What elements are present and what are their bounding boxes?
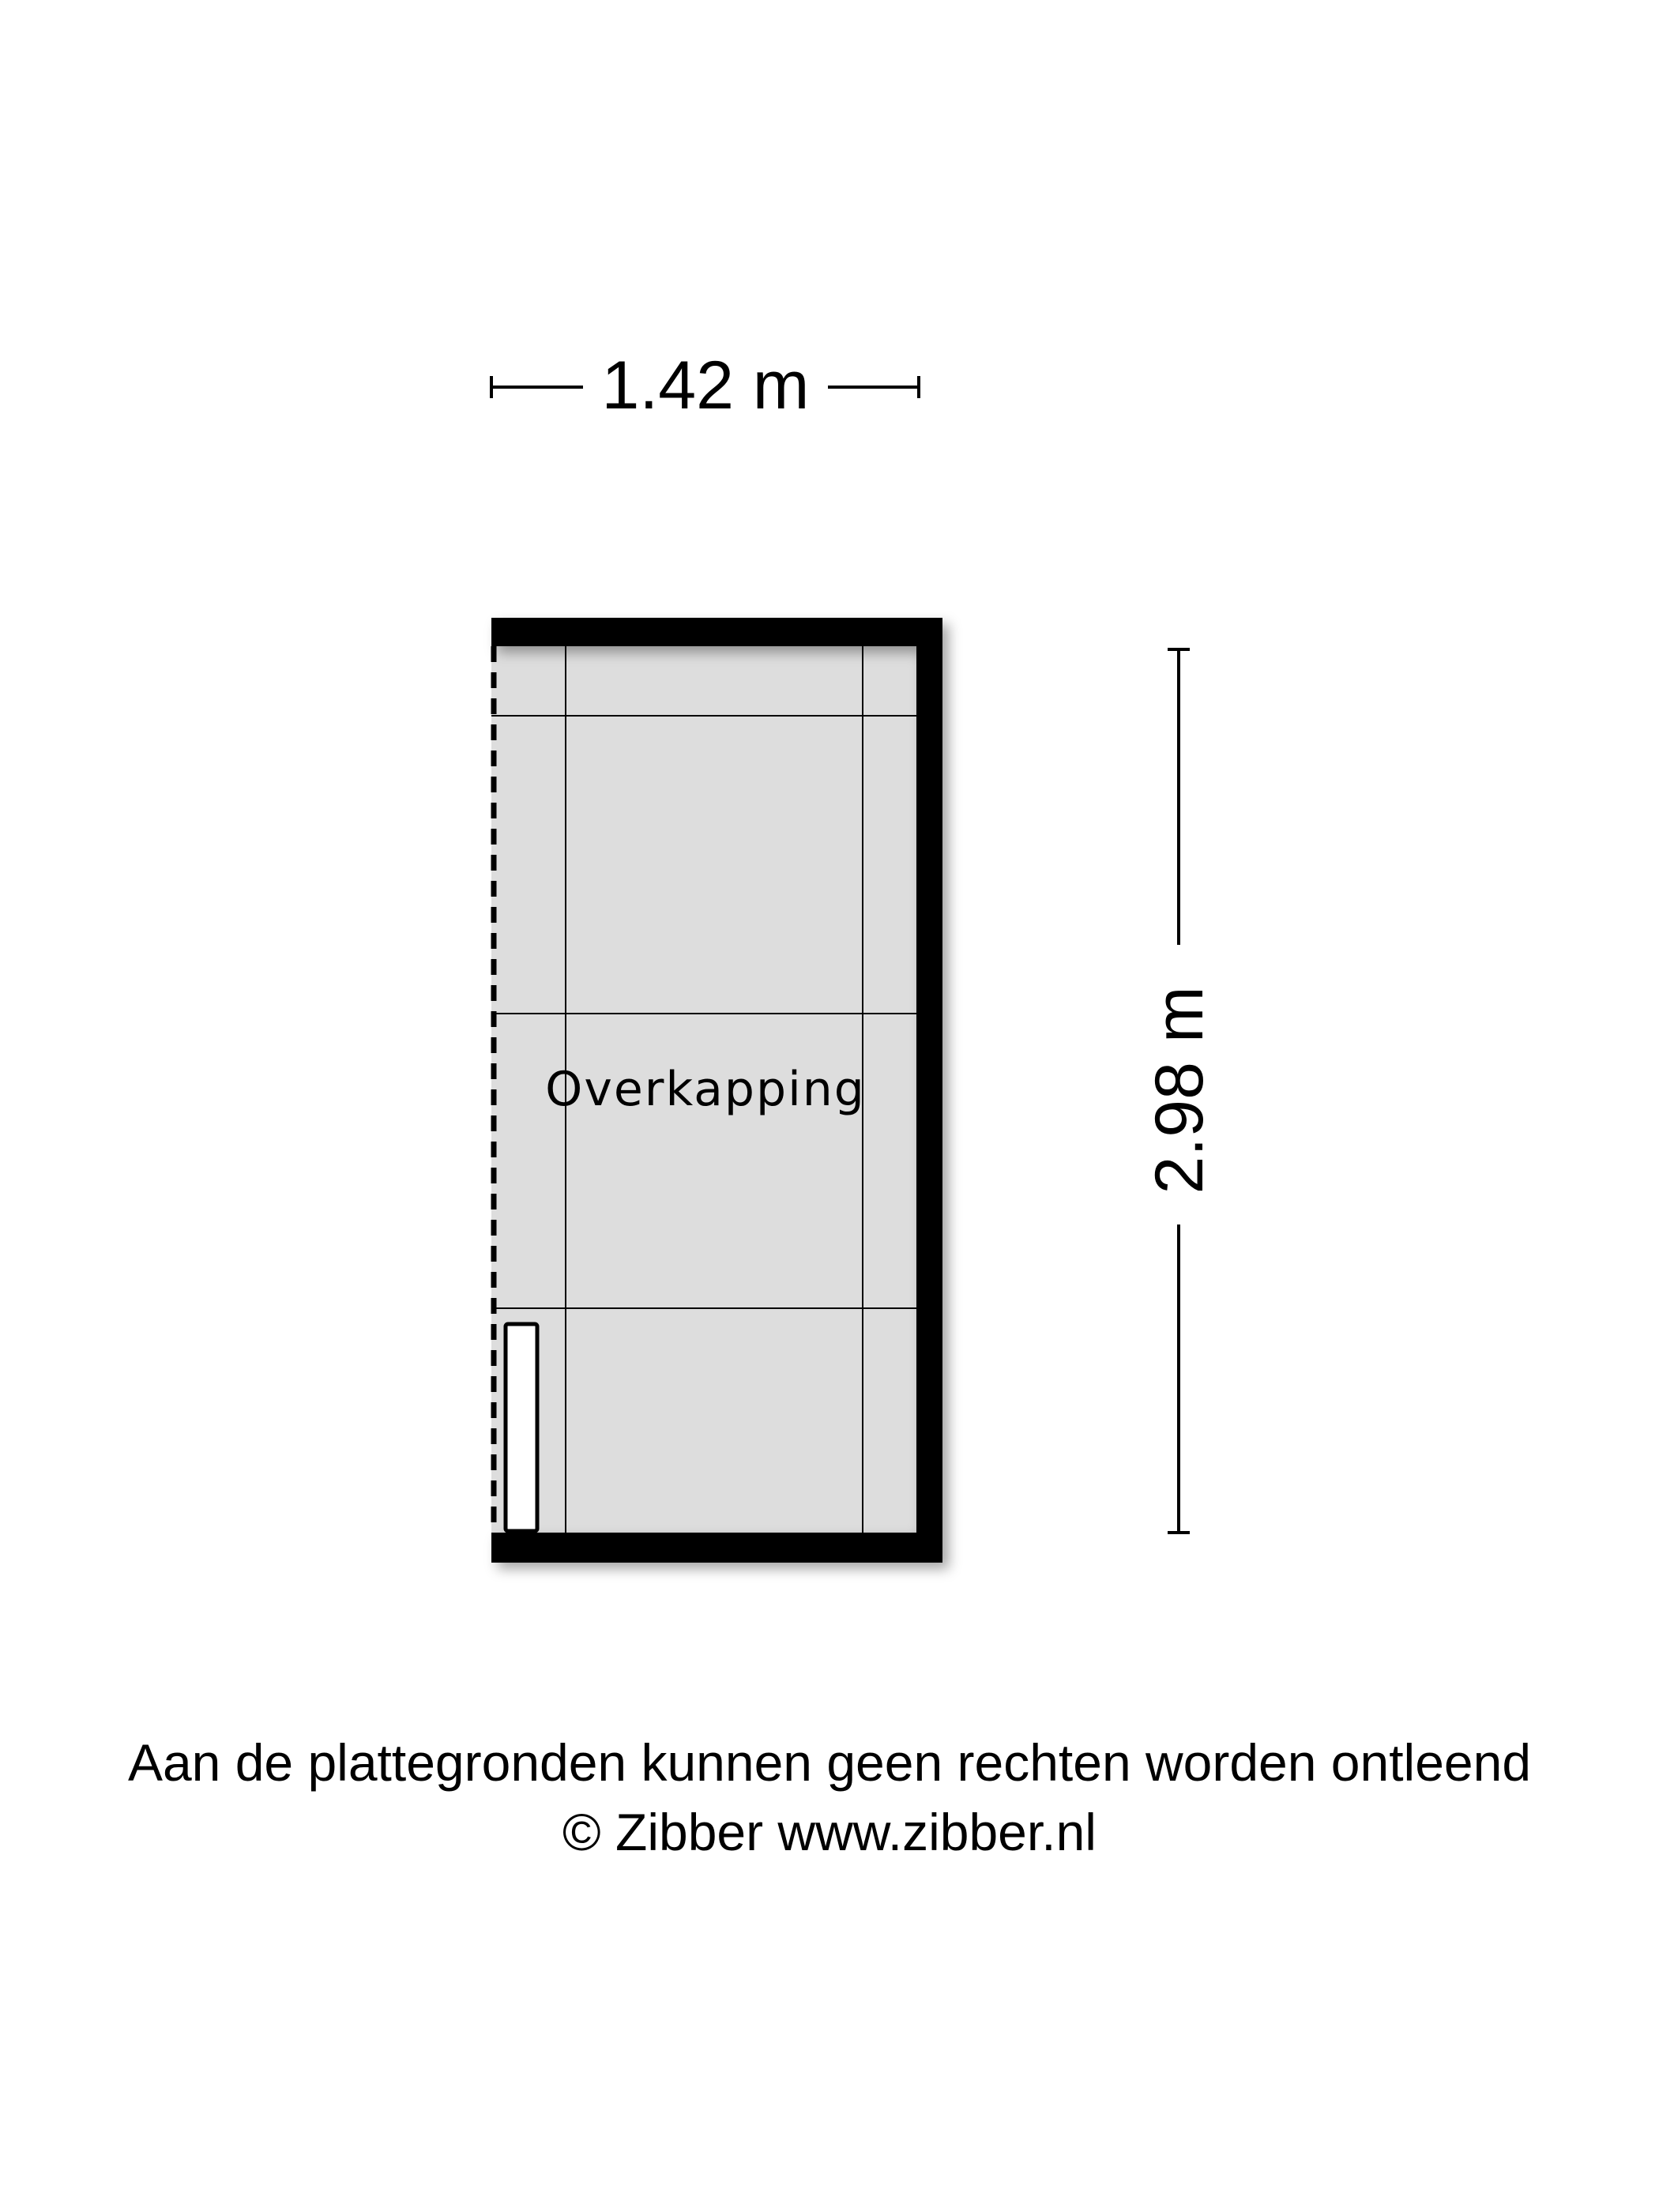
height-dimension xyxy=(1142,649,1217,1533)
column-post xyxy=(506,1324,537,1531)
wall-right xyxy=(916,618,942,1563)
width-dimension xyxy=(491,348,919,423)
room-label: Overkapping xyxy=(545,1062,866,1117)
copyright-text: © Zibber www.zibber.nl xyxy=(562,1803,1097,1861)
room-overkapping xyxy=(491,618,942,1563)
width-dimension-label: 1.42 m xyxy=(601,348,810,423)
wall-bottom xyxy=(491,1533,942,1563)
disclaimer-text: Aan de plattegronden kunnen geen rechten worden ontleend xyxy=(127,1733,1532,1792)
wall-top xyxy=(491,618,942,646)
height-dimension-label: 2.98 m xyxy=(1142,986,1217,1194)
